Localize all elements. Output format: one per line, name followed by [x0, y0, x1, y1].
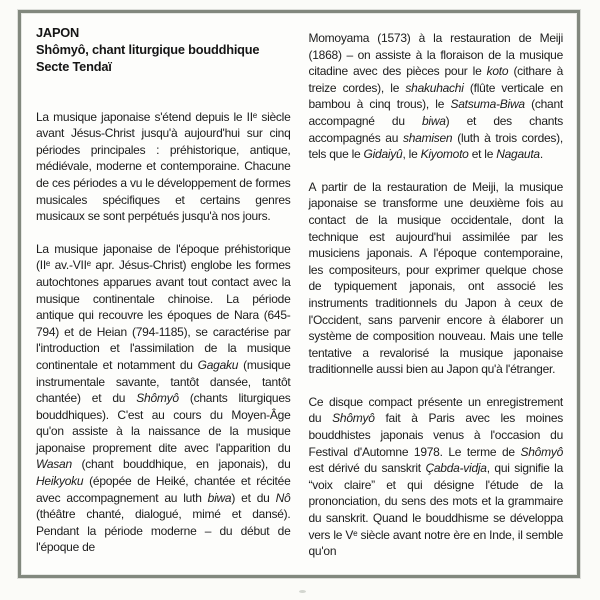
paragraph: A partir de la restauration de Meiji, la musique japonaise se transforme une deuxième fois au contact de la musique occidentale, dont la technique est aujourd'hui assimilée par les musiciens japonais. A l'époque contemporaine, les compositeurs, pour exprimer quelque chose de typiquement japonais, ont associé les instruments traditionnels du Japon à ceux de l'Occident, sans parvenir encore à élaborer un système de composition nouveau. Mais une telle tentative a revalorisé la musique japonaise traditionnelle aussi bien au Japon qu'à l'étranger.: [308, 179, 563, 377]
paragraph: La musique japonaise de l'époque préhistorique (IIᵉ av.-VIIᵉ apr. Jésus-Christ) englobe les formes autochtones apparues avant tout contact avec la musique continentale chinoise. La période antique qui recouvre les époques de Nara (645-794) et de Heian (794-1185), se caractérise par l'introduction et l'assimilation de la musique continentale et notamment du Gagaku (musique instrumentale savante, tantôt dansée, tantôt chantée) et du Shômyô (chants liturgiques bouddhiques). C'est au cours du Moyen-Âge qu'on assiste à la naissance de la musique japonaise proprement dite avec l'apparition du Wasan (chant bouddhique, en japonais), du Heikyoku (épopée de Heiké, chantée et récitée avec accompagnement au luth biwa) et du Nô (théâtre chanté, dialogué, mimé et dansé). Pendant la période moderne – du début de l'époque de: [36, 241, 291, 555]
left-column: [36, 24, 291, 560]
page-frame: [18, 10, 580, 578]
right-column-paragraphs: [309, 30, 564, 560]
text-columns: [21, 13, 577, 568]
document-header: [36, 24, 291, 76]
faint-page-number-mark: [299, 590, 306, 593]
paragraph: La musique japonaise s'étend depuis le IIᵉ siècle avant Jésus-Christ jusqu'à aujourd'hui sur cinq périodes principales : préhistorique, antique, médiévale, moderne et contemporaine. Chacune de ces périodes a vu le développement de formes musicales spécifiques et certains genres musicaux se sont perpétués jusqu'à nos jours.: [36, 109, 291, 224]
paragraph: Momoyama (1573) à la restauration de Meiji (1868) – on assiste à la floraison de la musique citadine avec des pièces pour le koto (cithare à treize cordes), le shakuhachi (flûte verticale en bambou à cinq trous), le Satsuma-Biwa (chant accompagné du biwa) et des chants accompagnés au shamisen (luth à trois cordes), tels que le Gidaiyû, le Kiyomoto et le Nagauta.: [308, 31, 564, 162]
header-country: JAPON: [36, 25, 80, 40]
paragraph: Ce disque compact présente un enregistrement du Shômyô fait à Paris avec les moines bouddhistes japonais venus à l'occasion du Festival d'Automne 1978. Le terme de Shômyô est dérivé du sanskrit Çabda-vidja, qui signifie la “voix claire” et qui désigne l'étude de la prononciation, du sens des mots et la grammaire du sanskrit. Quand le bouddhisme se développa vers le Vᵉ siècle avant notre ère en Inde, il semble qu'on: [308, 394, 564, 559]
right-column: [309, 24, 564, 560]
header-sect: Secte Tendaï: [36, 59, 112, 75]
header-title: Shômyô, chant liturgique bouddhique: [36, 42, 260, 58]
left-column-paragraphs: [36, 109, 291, 556]
